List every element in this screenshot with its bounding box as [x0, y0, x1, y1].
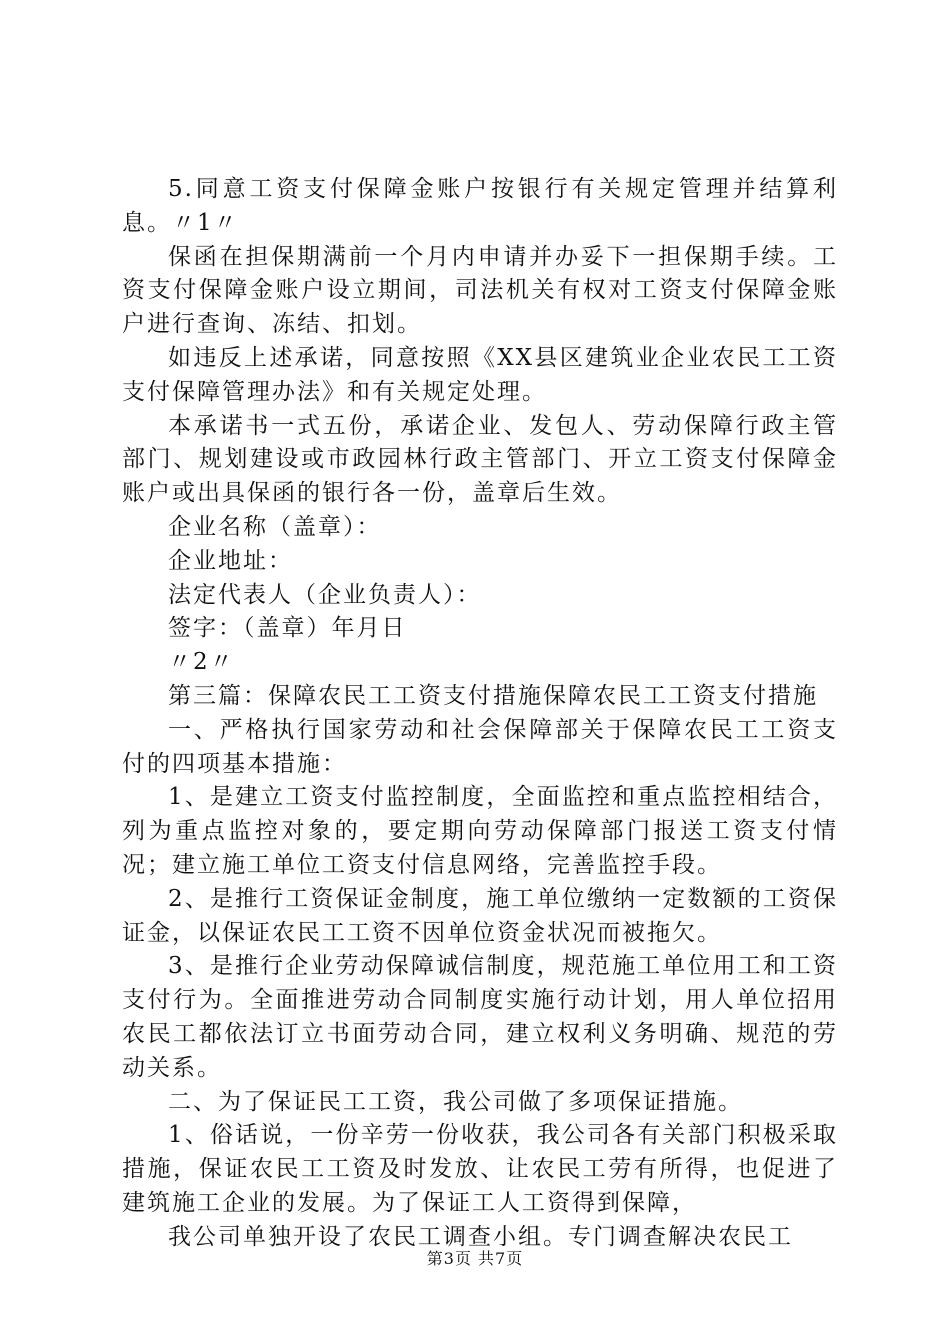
page-footer: 第3页 共7页: [426, 1249, 524, 1268]
paragraph: 我公司单独开设了农民工调查小组。专门调查解决农民工: [168, 1223, 793, 1250]
paragraph: 二、为了保证民工工资，我公司做了多项保证措施。: [168, 1088, 743, 1115]
signature-line-company-address: 企业地址：: [168, 547, 293, 574]
paragraph: 1、俗话说，一份辛劳一份收获，我公司各有关部门积极采取措施，保证农民工工资及时发放、让农民工劳有所得，也促进了建筑施工企业的发展。为了保证工人工资得到保障，: [122, 1122, 838, 1216]
section-heading: 第三篇：保障农民工工资支付措施保障农民工工资支付措施: [168, 682, 818, 709]
signature-line-sign-date: 签字：（盖章）年月日: [168, 615, 407, 642]
paragraph: 1、是建立工资支付监控制度，全面监控和重点监控相结合，列为重点监控对象的，要定期向劳动保障部门报送工资支付情况；建立施工单位工资支付信息网络，完善监控手段。: [122, 784, 838, 878]
paragraph: 3、是推行企业劳动保障诚信制度，规范施工单位用工和工资支付行为。全面推进劳动合同制度实施行动计划，用人单位招用农民工都依法订立书面劳动合同，建立权利义务明确、规范的劳动关系。: [122, 953, 838, 1081]
signature-line-legal-rep: 法定代表人（企业负责人）：: [168, 581, 482, 608]
body-text: [122, 173, 838, 1255]
paragraph: 2、是推行工资保证金制度，施工单位缴纳一定数额的工资保证金，以保证农民工工资不因单位资金状况而被拖欠。: [122, 885, 838, 946]
paragraph: 如违反上述承诺，同意按照《XX县区建筑业企业农民工工资支付保障管理办法》和有关规定处理。: [122, 344, 838, 405]
paragraph: 保函在担保期满前一个月内申请并办妥下一担保期手续。工资支付保障金账户设立期间，司法机关有权对工资支付保障金账户进行查询、冻结、扣划。: [122, 243, 838, 338]
signature-line-company-name: 企业名称（盖章）：: [168, 513, 382, 540]
paragraph: 本承诺书一式五份，承诺企业、发包人、劳动保障行政主管部门、规划建设或市政园林行政主管部门、开立工资支付保障金账户或出具保函的银行各一份，盖章后生效。: [122, 412, 838, 507]
paragraph: 一、严格执行国家劳动和社会保障部关于保障农民工工资支付的四项基本措施：: [122, 716, 838, 777]
marker: 〃2〃: [168, 649, 235, 676]
paragraph: 5.同意工资支付保障金账户按银行有关规定管理并结算利息。〃1〃: [122, 176, 838, 236]
